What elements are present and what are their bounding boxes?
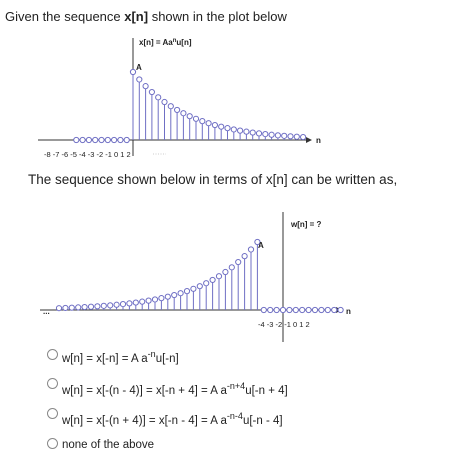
plot1-sample-marker xyxy=(288,134,293,139)
option-2-sup: -n+4 xyxy=(226,381,246,392)
plot1-sample-marker xyxy=(168,104,173,109)
option-2-radio[interactable] xyxy=(47,378,58,389)
plot1-sample-marker xyxy=(294,134,299,139)
plot2-left-dots: ... xyxy=(43,307,50,316)
plot1-sample-marker xyxy=(256,131,261,136)
option-4-text[interactable] xyxy=(62,439,154,451)
plot2-sample-marker xyxy=(236,259,241,264)
plot1-sample-marker xyxy=(193,116,198,121)
plot1-sample-neg-marker xyxy=(86,137,91,142)
plot1-sample-marker xyxy=(219,124,224,129)
plot2-sample-marker xyxy=(76,305,81,310)
option-1-text[interactable] xyxy=(62,349,179,365)
option-1-radio[interactable] xyxy=(47,349,58,360)
plot2-sample-zero-marker xyxy=(312,307,317,312)
plot1-sample-marker xyxy=(244,129,249,134)
plot2-sample-marker xyxy=(191,286,196,291)
plot2-sample-marker xyxy=(248,247,253,252)
plot2-sample-zero-marker xyxy=(319,307,324,312)
plot1-sample-marker xyxy=(162,99,167,104)
plot2-sample-marker xyxy=(242,254,247,259)
plot2-sample-marker xyxy=(172,292,177,297)
plot2-sample-marker xyxy=(120,302,125,307)
plot2-sample-marker xyxy=(114,302,119,307)
plot1-sample-marker xyxy=(149,89,154,94)
plot1-sample-neg-marker xyxy=(118,137,123,142)
option-3-sup: -n-4 xyxy=(226,411,243,422)
plot2-sample-zero-marker xyxy=(325,307,330,312)
plot1-amp-label: A xyxy=(136,63,142,72)
plot1-axis-label: n xyxy=(316,136,321,145)
option-3-pre: w[n] = x[-(n + 4)] = x[-n - 4] = A a xyxy=(62,415,227,427)
plot2-sample-zero-marker xyxy=(300,307,305,312)
plot1-sample-neg-marker xyxy=(80,137,85,142)
plot1-sample-marker xyxy=(263,132,268,137)
plot1-sample-marker xyxy=(225,126,230,131)
plot2-sample-marker xyxy=(146,298,151,303)
plot2-sample-marker xyxy=(210,277,215,282)
plot1-sample-marker xyxy=(181,111,186,116)
plot2-sample-marker xyxy=(140,299,145,304)
plot2-sample-zero-marker xyxy=(268,307,273,312)
plot2-sample-marker xyxy=(159,296,164,301)
plot1-sample-marker xyxy=(175,107,180,112)
plot2-sample-zero-marker xyxy=(306,307,311,312)
option-4-radio[interactable] xyxy=(47,438,58,449)
plot1-sample-marker xyxy=(156,95,161,100)
plot1-sample-marker xyxy=(200,119,205,124)
plot2-sample-marker xyxy=(152,297,157,302)
plot2-tick-labels: -4 -3 -2 -1 0 1 2 xyxy=(258,320,310,329)
plot2-axis-label: n xyxy=(346,307,351,316)
plot2-sample-marker xyxy=(204,281,209,286)
plot2-sample-zero-marker xyxy=(293,307,298,312)
option-1-post: u[-n] xyxy=(155,353,179,365)
plot2-sample-marker xyxy=(165,294,170,299)
plot2-amp-label: A xyxy=(258,241,264,250)
option-4-label: none of the above xyxy=(62,439,155,451)
plot1-sample-marker xyxy=(301,134,306,139)
option-3-radio[interactable] xyxy=(47,408,58,419)
plot2-sample-marker xyxy=(229,265,234,270)
plot2-sample-marker xyxy=(95,304,100,309)
plot2-sample-marker xyxy=(178,291,183,296)
plot2-sample-zero-marker xyxy=(287,307,292,312)
plot1-sample-neg-marker xyxy=(112,137,117,142)
subtitle-text: The sequence shown below in terms of x[n] can be written as, xyxy=(28,172,398,187)
plot2-sample-marker xyxy=(223,269,228,274)
option-2-post: u[-n + 4] xyxy=(245,385,288,397)
plot2-sample-zero-marker xyxy=(332,307,337,312)
plot1-sample-marker xyxy=(187,114,192,119)
plot2-sample-marker xyxy=(127,301,132,306)
plot2-sample-marker xyxy=(133,300,138,305)
plot2-sample-marker xyxy=(88,304,93,309)
option-2-pre: w[n] = x[-(n - 4)] = x[-n + 4] = A a xyxy=(62,385,227,397)
plot2-title: w[n] = ? xyxy=(291,220,322,229)
plot1-sample-marker xyxy=(137,77,142,82)
plot2-sample-marker xyxy=(69,305,74,310)
plot1-sample-neg-marker xyxy=(93,137,98,142)
plot2-sample-marker xyxy=(108,303,113,308)
plot1-sample-marker xyxy=(206,121,211,126)
option-1-pre: w[n] = x[-n] = A a xyxy=(62,353,148,365)
plot1-sample-marker xyxy=(143,84,148,89)
plot1-sample-marker xyxy=(212,122,217,127)
plot1-sample-marker xyxy=(250,130,255,135)
plot1-sample-neg-marker xyxy=(105,137,110,142)
plot2-sample-zero-marker xyxy=(274,307,279,312)
plot2-sample-marker xyxy=(197,284,202,289)
plot1-sample-marker xyxy=(238,128,243,133)
option-3-text[interactable] xyxy=(62,411,283,427)
plot1-sample-neg-marker xyxy=(124,137,129,142)
plot1-sample-neg-marker xyxy=(74,137,79,142)
plot2-sample-zero-marker xyxy=(338,307,343,312)
plot1-sample-marker xyxy=(282,133,287,138)
plot2-sample-marker xyxy=(216,274,221,279)
plot2-sample-marker xyxy=(82,304,87,309)
plot1-sample-marker xyxy=(275,133,280,138)
plot1-x-arrow xyxy=(306,137,312,143)
plot2-sample-marker xyxy=(184,289,189,294)
plot2-sample-marker xyxy=(101,303,106,308)
plot1-sample-marker xyxy=(130,69,135,74)
plot2-sample-marker xyxy=(56,306,61,311)
question-prefix: Given the sequence xyxy=(5,9,125,24)
plot1-title: $x[n] = Aa^nu[n]$ xyxy=(139,38,192,47)
option-3-post: u[-n - 4] xyxy=(242,415,283,427)
plot1-sample-marker xyxy=(231,127,236,132)
plot2-sample-marker xyxy=(63,305,68,310)
question-suffix: shown in the plot below xyxy=(148,9,287,24)
plot1-sample-marker xyxy=(269,132,274,137)
option-2-text[interactable] xyxy=(62,381,288,397)
option-1-sup: -n xyxy=(147,349,156,360)
question-sequence: x[n] xyxy=(124,9,149,24)
plot1-tick-labels: -8 -7 -6 -5 -4 -3 -2 -1 0 1 2 xyxy=(44,150,131,159)
plot2-sample-zero-marker xyxy=(280,307,285,312)
plot1-sample-neg-marker xyxy=(99,137,104,142)
plot2-sample-zero-marker xyxy=(261,307,266,312)
